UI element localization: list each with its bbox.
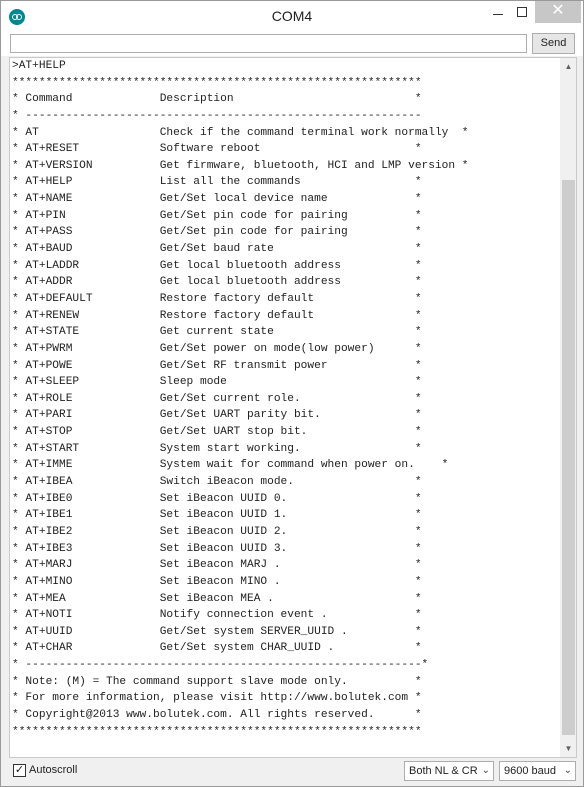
output-line: * Note: (M) = The command support slave mode only. * bbox=[12, 675, 422, 688]
output-line: * AT+MINO Set iBeacon MINO . * bbox=[12, 575, 422, 588]
output-line: * AT+SLEEP Sleep mode * bbox=[12, 376, 422, 389]
send-bar bbox=[1, 32, 583, 56]
output-line: * AT+VERSION Get firmware, bluetooth, HCI and LMP version * bbox=[12, 159, 469, 172]
output-line: * Copyright@2013 www.bolutek.com. All rights reserved. * bbox=[12, 708, 422, 721]
output-line: * AT+NOTI Notify connection event . * bbox=[12, 609, 422, 622]
output-line: * AT+IBE0 Set iBeacon UUID 0. * bbox=[12, 492, 422, 505]
close-button[interactable]: ✕ bbox=[535, 1, 581, 23]
output-line: * AT+BAUD Get/Set baud rate * bbox=[12, 243, 422, 256]
line-ending-value: Both NL & CR bbox=[409, 765, 478, 777]
serial-output-area[interactable] bbox=[9, 57, 577, 758]
output-line: * AT+UUID Get/Set system SERVER_UUID . * bbox=[12, 625, 422, 638]
output-line: * AT+RESET Software reboot * bbox=[12, 143, 422, 156]
chevron-down-icon: ⌄ bbox=[481, 765, 490, 776]
scroll-down-icon[interactable]: ▼ bbox=[564, 744, 573, 753]
output-line: * ----------------------------------------------------------- bbox=[12, 109, 422, 122]
output-line: * AT+CHAR Get/Set system CHAR_UUID . * bbox=[12, 642, 422, 655]
send-button[interactable]: Send bbox=[532, 33, 575, 54]
output-line: * AT+HELP List all the commands * bbox=[12, 176, 422, 189]
output-line: * AT+PASS Get/Set pin code for pairing * bbox=[12, 226, 422, 239]
autoscroll-checkbox[interactable]: ✓ bbox=[14, 764, 25, 776]
output-line: * AT Check if the command terminal work normally * bbox=[12, 126, 469, 139]
vertical-scrollbar[interactable] bbox=[560, 58, 577, 757]
baud-rate-select[interactable] bbox=[499, 761, 576, 781]
status-bar bbox=[1, 758, 583, 786]
output-line: * AT+IBE1 Set iBeacon UUID 1. * bbox=[12, 509, 422, 522]
output-line: * AT+START System start working. * bbox=[12, 442, 422, 455]
autoscroll-label: Autoscroll bbox=[29, 764, 78, 776]
title-bar[interactable] bbox=[1, 1, 583, 32]
output-line: * For more information, please visit http://www.bolutek.com * bbox=[12, 692, 422, 705]
maximize-button[interactable] bbox=[511, 1, 533, 23]
output-line: ************************************************************* bbox=[12, 76, 422, 89]
minimize-button[interactable] bbox=[487, 1, 509, 23]
output-line: * -----------------------------------------------------------* bbox=[12, 659, 429, 672]
scroll-up-icon[interactable]: ▲ bbox=[564, 62, 573, 71]
output-line: * AT+IBEA Switch iBeacon mode. * bbox=[12, 476, 422, 489]
chevron-down-icon: ⌄ bbox=[563, 765, 572, 776]
output-line: * AT+MEA Set iBeacon MEA . * bbox=[12, 592, 422, 605]
output-line: * AT+ADDR Get local bluetooth address * bbox=[12, 276, 422, 289]
output-line: * AT+IBE2 Set iBeacon UUID 2. * bbox=[12, 525, 422, 538]
output-line: * AT+PIN Get/Set pin code for pairing * bbox=[12, 209, 422, 222]
output-line: * AT+RENEW Restore factory default * bbox=[12, 309, 422, 322]
output-line: * AT+MARJ Set iBeacon MARJ . * bbox=[12, 559, 422, 572]
output-line: * AT+DEFAULT Restore factory default * bbox=[12, 292, 422, 305]
output-line: * AT+PWRM Get/Set power on mode(low power) * bbox=[12, 342, 422, 355]
output-line: * AT+ROLE Get/Set current role. * bbox=[12, 392, 422, 405]
output-line: * Command Description * bbox=[12, 93, 422, 106]
window-title: COM4 bbox=[271, 8, 313, 24]
output-line: ************************************************************* bbox=[12, 725, 422, 738]
serial-input[interactable] bbox=[10, 34, 527, 53]
output-line: * AT+STOP Get/Set UART stop bit. * bbox=[12, 426, 422, 439]
output-line: * AT+POWE Get/Set RF transmit power * bbox=[12, 359, 422, 372]
output-line: * AT+LADDR Get local bluetooth address * bbox=[12, 259, 422, 272]
scrollbar-thumb[interactable] bbox=[562, 180, 575, 735]
line-ending-select[interactable] bbox=[404, 761, 494, 781]
output-line: >AT+HELP bbox=[12, 60, 66, 72]
output-line: * AT+IMME System wait for command when power on. * bbox=[12, 459, 449, 472]
output-line: * AT+IBE3 Set iBeacon UUID 3. * bbox=[12, 542, 422, 555]
output-line: * AT+NAME Get/Set local device name * bbox=[12, 193, 422, 206]
baud-rate-value: 9600 baud bbox=[504, 765, 556, 777]
output-line: * AT+STATE Get current state * bbox=[12, 326, 422, 339]
output-line: * AT+PARI Get/Set UART parity bit. * bbox=[12, 409, 422, 422]
serial-output-text bbox=[12, 58, 560, 740]
